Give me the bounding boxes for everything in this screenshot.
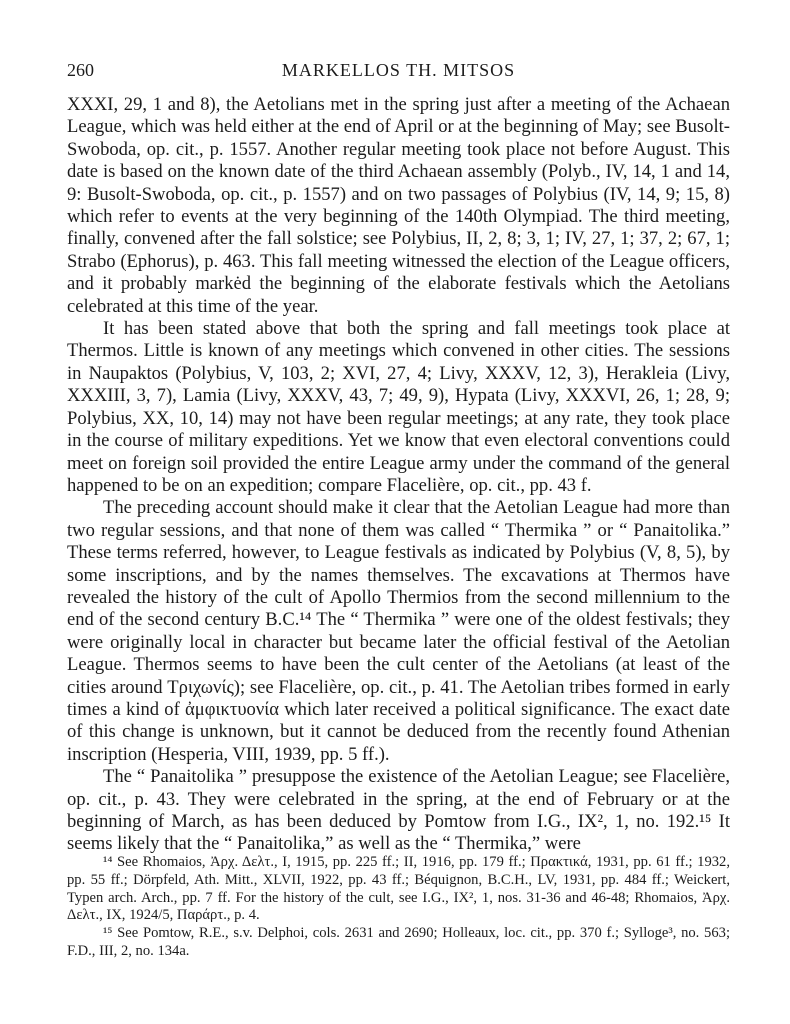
footnote-14: ¹⁴ See Rhomaios, Ἀρχ. Δελτ., I, 1915, pp. 225 ff.; II, 1916, pp. 179 ff.; Πρακτικά, 1931, pp. 61 ff.; 1932, pp. 55 ff.; Dörpfeld, Ath. Mitt., XLVII, 1922, pp. 43 ff.; Béquignon, B.C.H., LV, 1931, pp. 484 ff.; Weickert, Typen arch. Arch., pp. 7 ff. For the history of the cult, see I.G., IX², 1, nos. 31-36 and 46-48; Rhomaios, Ἀρχ. Δελτ., IX, 1924/5, Παράρτ., p. 4. bbox=[67, 854, 730, 924]
paragraph-meetings: It has been stated above that both the spring and fall meetings took place at Thermos. Little is known of any meetings which convened in other cities. The sessions in Naupaktos (Polybius, V, 103, 2; XVI, 27, 4; Livy, XXXV, 12, 3), Herakleia (Livy, XXXIII, 3, 7), Lamia (Livy, XXXV, 43, 7; 49, 9), Hypata (Livy, XXXVI, 26, 1; 28, 9; Polybius, XX, 10, 14) may not have been regular meetings; at any rate, they took place in the course of military expeditions. Yet we know that even electoral conventions could meet on foreign soil provided the entire League army under the command of the general happened to be on an expedition; compare Flacelière, op. cit., pp. 43 f. bbox=[67, 318, 730, 496]
paragraph-continuation: XXXI, 29, 1 and 8), the Aetolians met in the spring just after a meeting of the Achaean League, which was held either at the end of April or at the beginning of May; see Busolt-Swoboda, op. cit., p. 1557. Another regular meeting took place not before August. This date is based on the known date of the third Achaean assembly (Polyb., IV, 14, 1 and 14, 9: Busolt-Swoboda, op. cit., p. 1557) and on two passages of Polybius (IV, 14, 9; 15, 8) which refer to events at the very beginning of the 140th Olympiad. The third meeting, finally, convened after the fall solstice; see Polybius, II, 2, 8; 3, 1; IV, 27, 1; 37, 2; 67, 1; Strabo (Ephorus), p. 463. This fall meeting witnessed the election of the League officers, and it probably markėd the beginning of the elaborate festivals which the Aetolians celebrated at this time of the year. bbox=[67, 94, 730, 317]
running-head: MARKELLOS TH. MITSOS bbox=[281, 60, 516, 80]
main-text bbox=[67, 94, 730, 856]
footnote-15: ¹⁵ See Pomtow, R.E., s.v. Delphoi, cols. 2631 and 2690; Holleaux, loc. cit., pp. 370 f.; Sylloge³, no. 563; F.D., III, 2, no. 134a. bbox=[67, 925, 730, 959]
paragraph-panaitolika: The “ Panaitolika ” presuppose the existence of the Aetolian League; see Flacelière, op. cit., p. 43. They were celebrated in the spring, at the end of February or at the beginning of March, as has been deduced by Pomtow from I.G., IX², 1, no. 192.¹⁵ It seems likely that the “ Panaitolika,” as well as the “ Thermika,” were bbox=[67, 766, 730, 855]
paragraph-festivals: The preceding account should make it clear that the Aetolian League had more than two regular sessions, and that none of them was called “ Thermika ” or “ Panaitolika.” These terms referred, however, to League festivals as indicated by Polybius (V, 8, 5), by some inscriptions, and by the names themselves. The excavations at Thermos have revealed the history of the cult of Apollo Thermios from the second millennium to the end of the second century B.C.¹⁴ The “ Thermika ” were one of the oldest festivals; they were originally local in character but became later the official festival of the Aetolian League. Thermos seems to have been the cult center of the Aetolians (at least of the cities around Τριχωνίς); see Flacelière, op. cit., p. 41. The Aetolian tribes formed in early times a kind of ἀμφικτυονία which later received a political significance. The exact date of this change is unknown, but it cannot be deduced from the recently found Athenian inscription (Hesperia, VIII, 1939, pp. 5 ff.). bbox=[67, 497, 730, 765]
footnotes bbox=[67, 854, 730, 961]
page-number: 260 bbox=[67, 60, 94, 80]
page-header bbox=[67, 60, 730, 86]
